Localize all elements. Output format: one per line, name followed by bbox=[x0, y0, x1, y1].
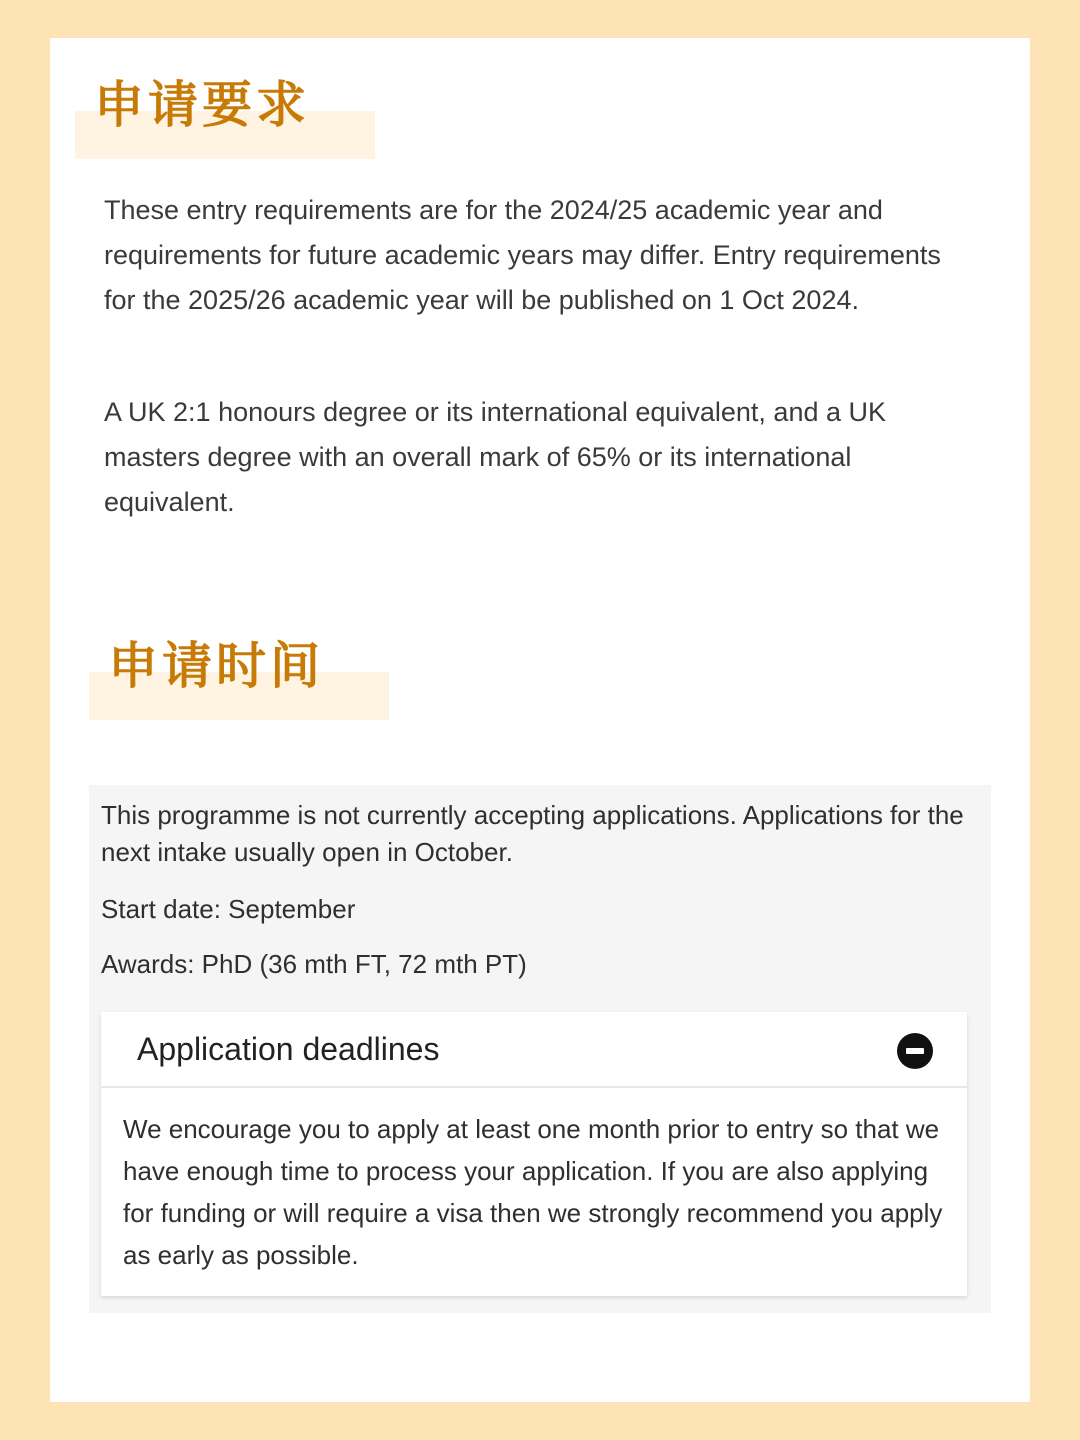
application-deadlines-title: Application deadlines bbox=[137, 1031, 440, 1067]
requirements-heading: 申请要求 bbox=[94, 76, 310, 134]
minus-circle-icon[interactable] bbox=[897, 1033, 933, 1069]
timeline-heading: 申请时间 bbox=[108, 637, 324, 695]
start-date-text: Start date: September bbox=[101, 894, 356, 924]
application-deadlines-body: We encourage you to apply at least one month prior to entry so that we have enough time to process your application. If you are also applying for funding or will require a visa then we strongly recommend you apply as early as possible. bbox=[123, 1114, 943, 1270]
requirements-paragraph-2: A UK 2:1 honours degree or its international equivalent, and a UK masters degree with an overall mark of 65% or its international equivalent. bbox=[104, 397, 886, 517]
application-info-panel bbox=[89, 785, 991, 1313]
requirements-paragraph-1: These entry requirements are for the 2024/25 academic year and requirements for future academic years may differ. Entry requirements for the 2025/26 academic year will be published on 1 Oct 2024. bbox=[104, 195, 941, 315]
awards-text: Awards: PhD (36 mth FT, 72 mth PT) bbox=[101, 949, 527, 979]
application-deadlines-accordion bbox=[101, 1012, 967, 1296]
application-status-text: This programme is not currently accepting applications. Applications for the next intake usually open in October. bbox=[101, 800, 964, 867]
application-deadlines-toggle[interactable] bbox=[101, 1012, 967, 1088]
content-card bbox=[50, 38, 1030, 1402]
